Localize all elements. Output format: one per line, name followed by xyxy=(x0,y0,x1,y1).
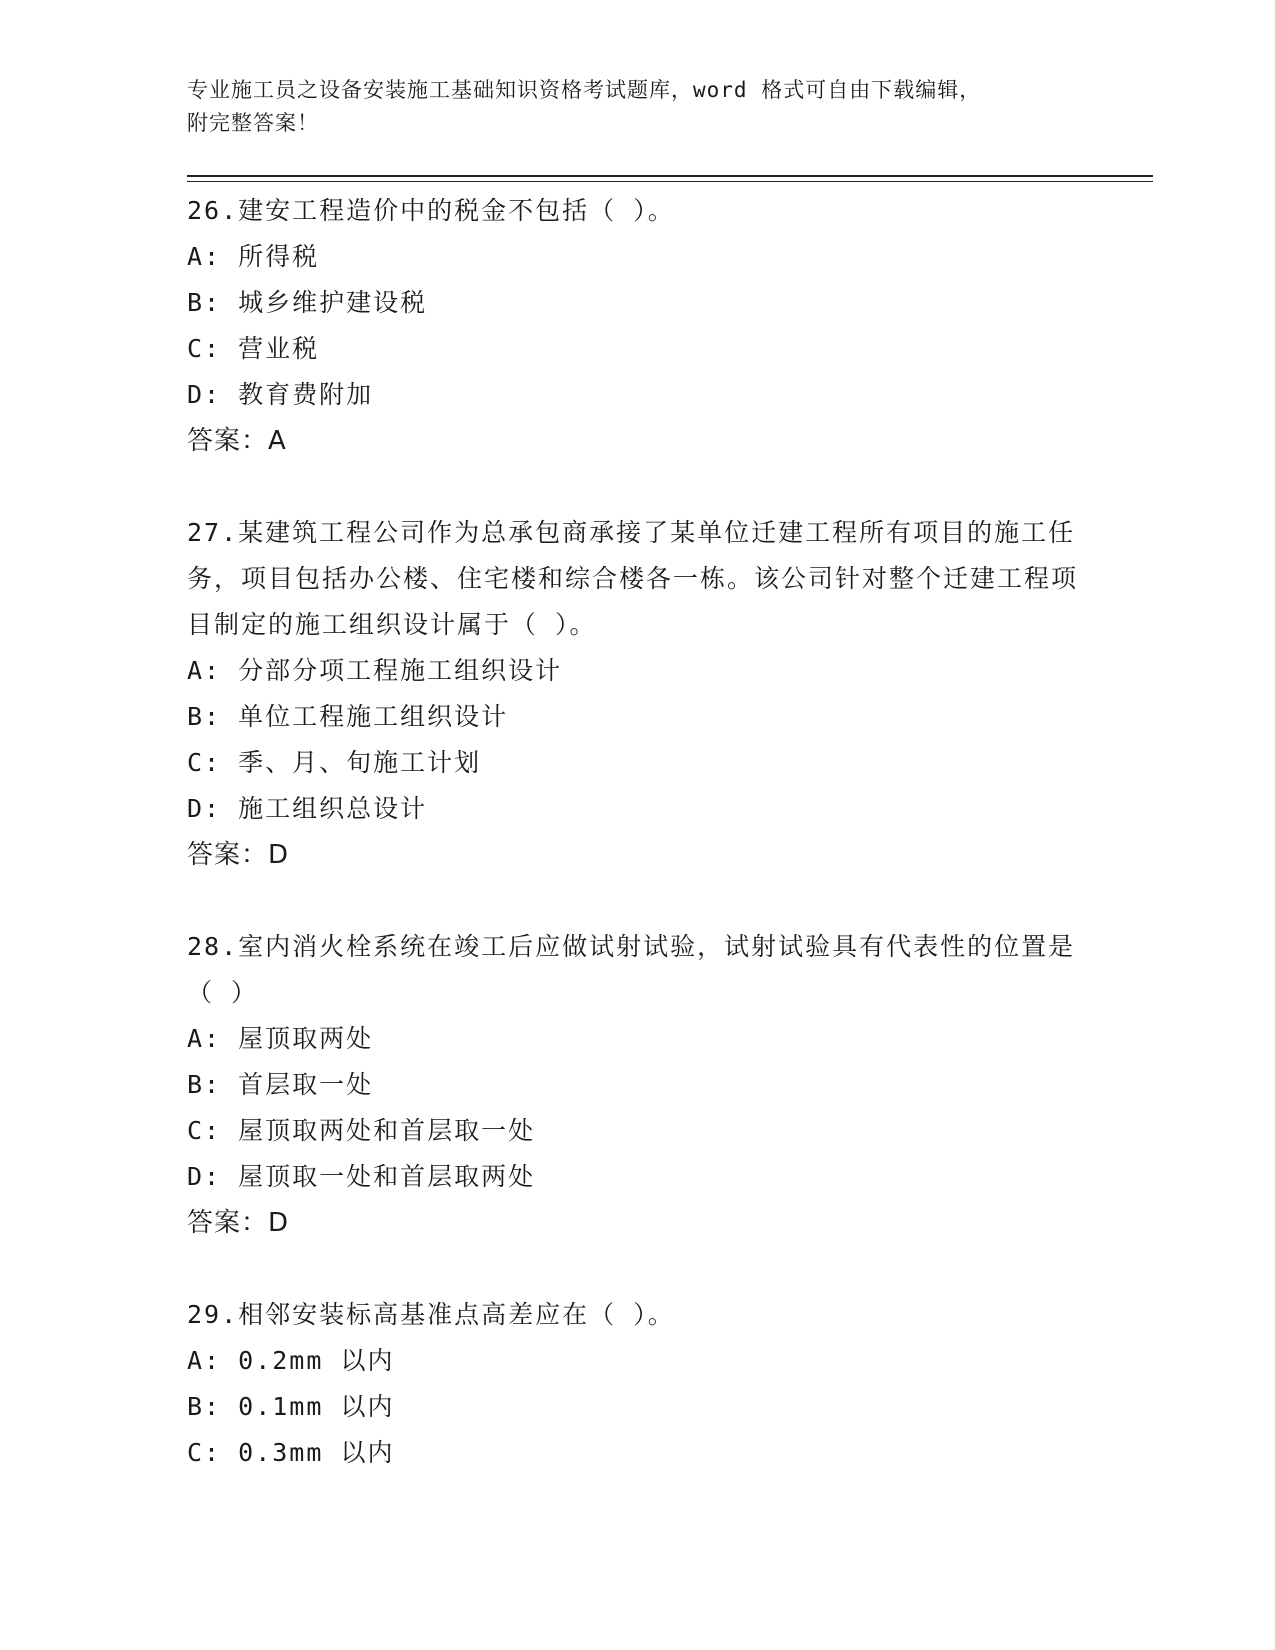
question-text: 27.某建筑工程公司作为总承包商承接了某单位迁建工程所有项目的施工任务，项目包括办公楼、住宅楼和综合楼各一栋。该公司针对整个迁建工程项目制定的施工组织设计属于（ ）。 xyxy=(187,518,1079,639)
answer-line: 答案：A xyxy=(187,426,287,456)
answer-line: 答案：D xyxy=(187,840,290,870)
question-26 xyxy=(187,188,1087,464)
option-a: A: 0.2mm 以内 xyxy=(187,1346,395,1375)
option-a: A: 屋顶取两处 xyxy=(187,1024,374,1053)
header-line-1: 专业施工员之设备安装施工基础知识资格考试题库，word 格式可自由下载编辑， xyxy=(187,78,982,102)
option-b: B: 单位工程施工组织设计 xyxy=(187,702,509,731)
question-text: 29.相邻安装标高基准点高差应在（ ）。 xyxy=(187,1300,675,1329)
option-c: C: 屋顶取两处和首层取一处 xyxy=(187,1116,536,1145)
question-28 xyxy=(187,924,1087,1246)
option-d: D: 屋顶取一处和首层取两处 xyxy=(187,1162,536,1191)
answer-line: 答案：D xyxy=(187,1208,290,1238)
question-list xyxy=(187,188,1087,1522)
question-text: 26.建安工程造价中的税金不包括（ ）。 xyxy=(187,196,675,225)
option-c: C: 营业税 xyxy=(187,334,320,363)
option-c: C: 0.3mm 以内 xyxy=(187,1438,395,1467)
option-d: D: 施工组织总设计 xyxy=(187,794,428,823)
option-a: A: 分部分项工程施工组织设计 xyxy=(187,656,563,685)
question-27 xyxy=(187,510,1087,878)
header-divider-thick xyxy=(187,175,1153,177)
option-b: B: 城乡维护建设税 xyxy=(187,288,428,317)
option-c: C: 季、月、旬施工计划 xyxy=(187,748,482,777)
option-b: B: 首层取一处 xyxy=(187,1070,374,1099)
header-divider-thin xyxy=(187,181,1153,182)
question-text: 28.室内消火栓系统在竣工后应做试射试验，试射试验具有代表性的位置是（ ） xyxy=(187,932,1076,1007)
option-b: B: 0.1mm 以内 xyxy=(187,1392,395,1421)
option-a: A: 所得税 xyxy=(187,242,320,271)
header-line-2: 附完整答案！ xyxy=(187,111,319,135)
option-d: D: 教育费附加 xyxy=(187,380,374,409)
document-header xyxy=(187,74,1087,140)
question-29 xyxy=(187,1292,1087,1476)
